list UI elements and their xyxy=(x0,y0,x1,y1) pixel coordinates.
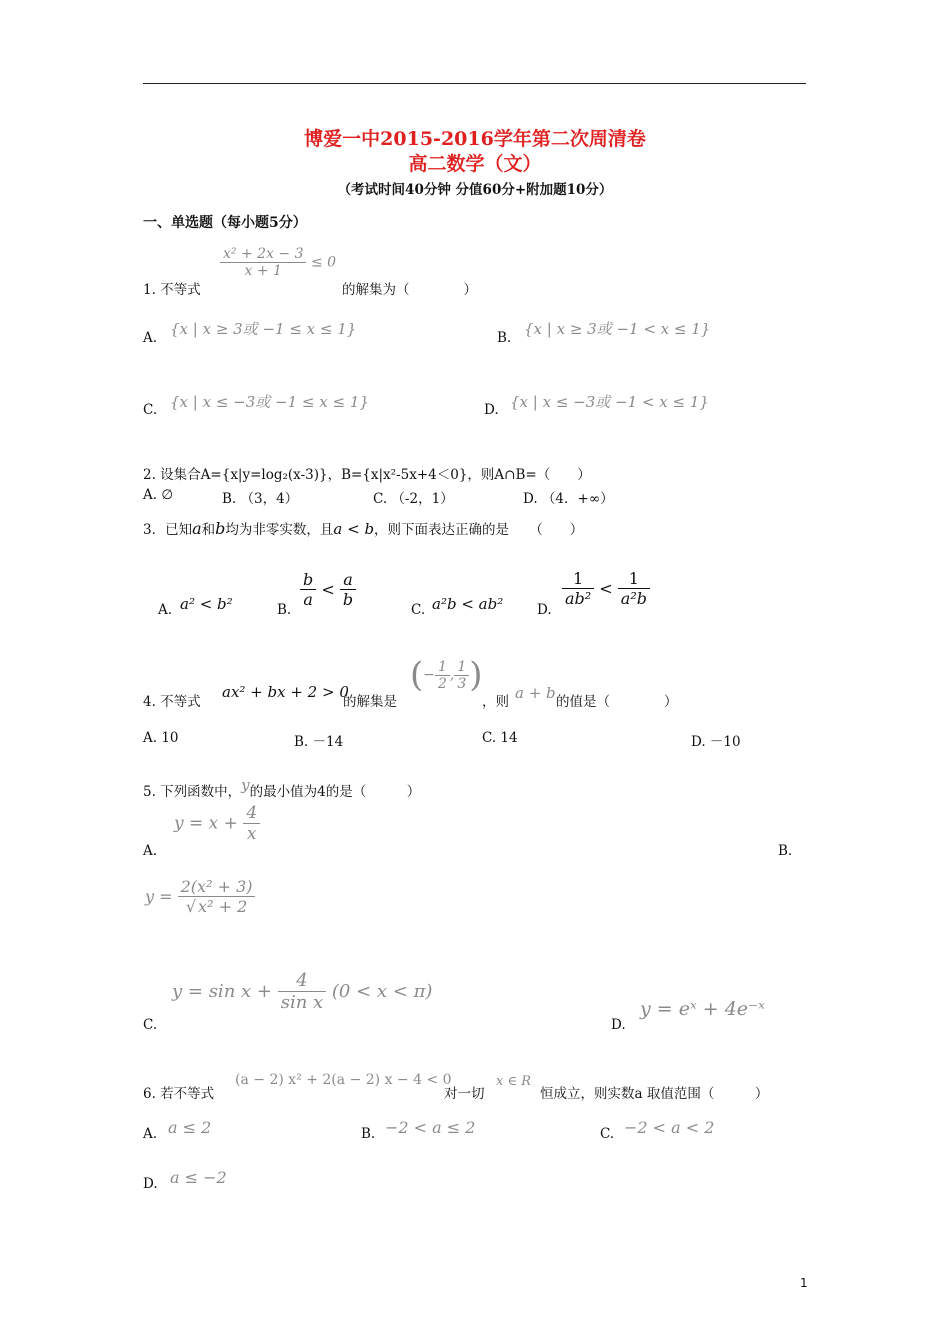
q1-fraction: $\frac{\text{x² + 2x − 3}}{x + 1}$ ≤ 0 xyxy=(220,246,336,279)
q1-prefix: 1. 不等式 xyxy=(143,282,201,298)
q6-option-c: −2 < a < 2 xyxy=(624,1118,715,1137)
q4-mid2: ，则 xyxy=(482,694,509,710)
q1-option-c-label: C. xyxy=(143,402,158,418)
q6-option-d: a ≤ −2 xyxy=(170,1168,227,1187)
q4-option-c: C. 14 xyxy=(482,730,518,746)
q6-option-d-label: D. xyxy=(143,1176,158,1192)
q6-option-a-label: A. xyxy=(143,1126,158,1142)
q6-mid: 对一切 xyxy=(444,1086,485,1102)
q6-inequality: (a − 2) x² + 2(a − 2) x − 4 < 0 xyxy=(235,1072,452,1088)
q1-option-d: {x | x ≤ −3或 −1 < x ≤ 1} xyxy=(510,393,709,411)
q4-interval: (− $\frac{1}{2}$ , $\frac{1}{3}$ ) xyxy=(410,655,483,695)
q4-mid: 的解集是 xyxy=(343,694,397,710)
q5-option-b-label: B. xyxy=(778,843,793,859)
q3-option-a-label: A. xyxy=(158,602,173,618)
page-number: 1 xyxy=(800,1276,808,1290)
q1-option-b: {x | x ≥ 3或 −1 < x ≤ 1} xyxy=(524,320,711,338)
q5-option-d-label: D. xyxy=(611,1017,626,1033)
q3-option-b-label: B. xyxy=(277,602,292,618)
exam-info: （考试时间40分钟 分值60分+附加题10分） xyxy=(337,182,613,198)
q1-option-a-label: A. xyxy=(143,330,158,346)
q2-option-d: D. （4．+∞） xyxy=(523,491,614,507)
q5-option-c-label: C. xyxy=(143,1017,158,1033)
q3-option-d: $\frac{1}{\text{ab²}}$ < $\frac{1}{\text{a²b}}$ xyxy=(562,569,650,608)
q4-prefix: 4. 不等式 xyxy=(143,694,201,710)
q5-option-b: y = $\frac{\text{2(x² + 3)}}{\text{√ x² + 2}}$ xyxy=(145,877,255,916)
q5-option-a: y = x + $\frac{4}{x}$ xyxy=(174,803,260,844)
q6-option-b: −2 < a ≤ 2 xyxy=(385,1118,476,1137)
q4-option-d: D. －10 xyxy=(691,734,741,750)
q1-option-d-label: D. xyxy=(484,402,499,418)
q3-option-c: a²b < ab² xyxy=(432,595,504,613)
q6-option-a: a ≤ 2 xyxy=(168,1118,212,1137)
q5-option-c: y = sin x + $\frac{4}{\text{sin x}}$ (0 < x < π) xyxy=(172,970,433,1013)
q2-text: 2. 设集合A={x|y=log₂(x-3)}，B={x|x²-5x+4＜0}，则A∩B=（ ） xyxy=(143,467,591,483)
q3-option-b: $\frac{b}{a}$ < $\frac{a}{b}$ xyxy=(300,570,356,609)
q2-option-a: A. ∅ xyxy=(143,487,174,503)
q6-prefix: 6. 若不等式 xyxy=(143,1086,215,1102)
q5-option-a-label: A. xyxy=(143,843,158,859)
q1-option-c: {x | x ≤ −3或 −1 ≤ x ≤ 1} xyxy=(170,393,369,411)
section-heading: 一、单选题（每小题5分） xyxy=(143,215,307,231)
q5-stem: 5. 下列函数中，y的最小值为4的是（ ） xyxy=(143,776,421,800)
q4-inequality: ax² + bx + 2 > 0 xyxy=(222,683,349,701)
q2-option-b: B. （3，4） xyxy=(222,491,299,507)
q6-option-b-label: B. xyxy=(361,1126,376,1142)
q1-option-a: {x | x ≥ 3或 −1 ≤ x ≤ 1} xyxy=(170,320,357,338)
q6-suffix: 恒成立，则实数a 取值范围（ ） xyxy=(540,1086,769,1102)
q3-option-a: a² < b² xyxy=(180,595,233,613)
q4-option-b: B. －14 xyxy=(294,734,344,750)
q6-option-c-label: C. xyxy=(600,1126,615,1142)
header-rule xyxy=(143,83,806,84)
q4-suffix: 的值是（ ） xyxy=(556,694,678,710)
q3-option-d-label: D. xyxy=(537,602,552,618)
exam-subject: 高二数学（文） xyxy=(408,153,542,175)
q2-option-c: C. （-2，1） xyxy=(373,491,454,507)
q4-expr: a + b xyxy=(515,684,556,702)
q4-option-a: A. 10 xyxy=(143,730,179,746)
exam-title: 博爱一中2015-2016学年第二次周清卷 xyxy=(304,128,646,150)
q5-option-d: y = eˣ + 4e⁻ˣ xyxy=(640,998,765,1020)
q6-condition: x ∈ R xyxy=(496,1074,532,1089)
q3-option-c-label: C. xyxy=(411,602,426,618)
q1-option-b-label: B. xyxy=(497,330,512,346)
q3-stem: 3．已知a和b均为非零实数，且a < b，则下面表达正确的是 （ ） xyxy=(143,519,584,538)
q1-suffix: 的解集为（ ） xyxy=(342,282,477,298)
